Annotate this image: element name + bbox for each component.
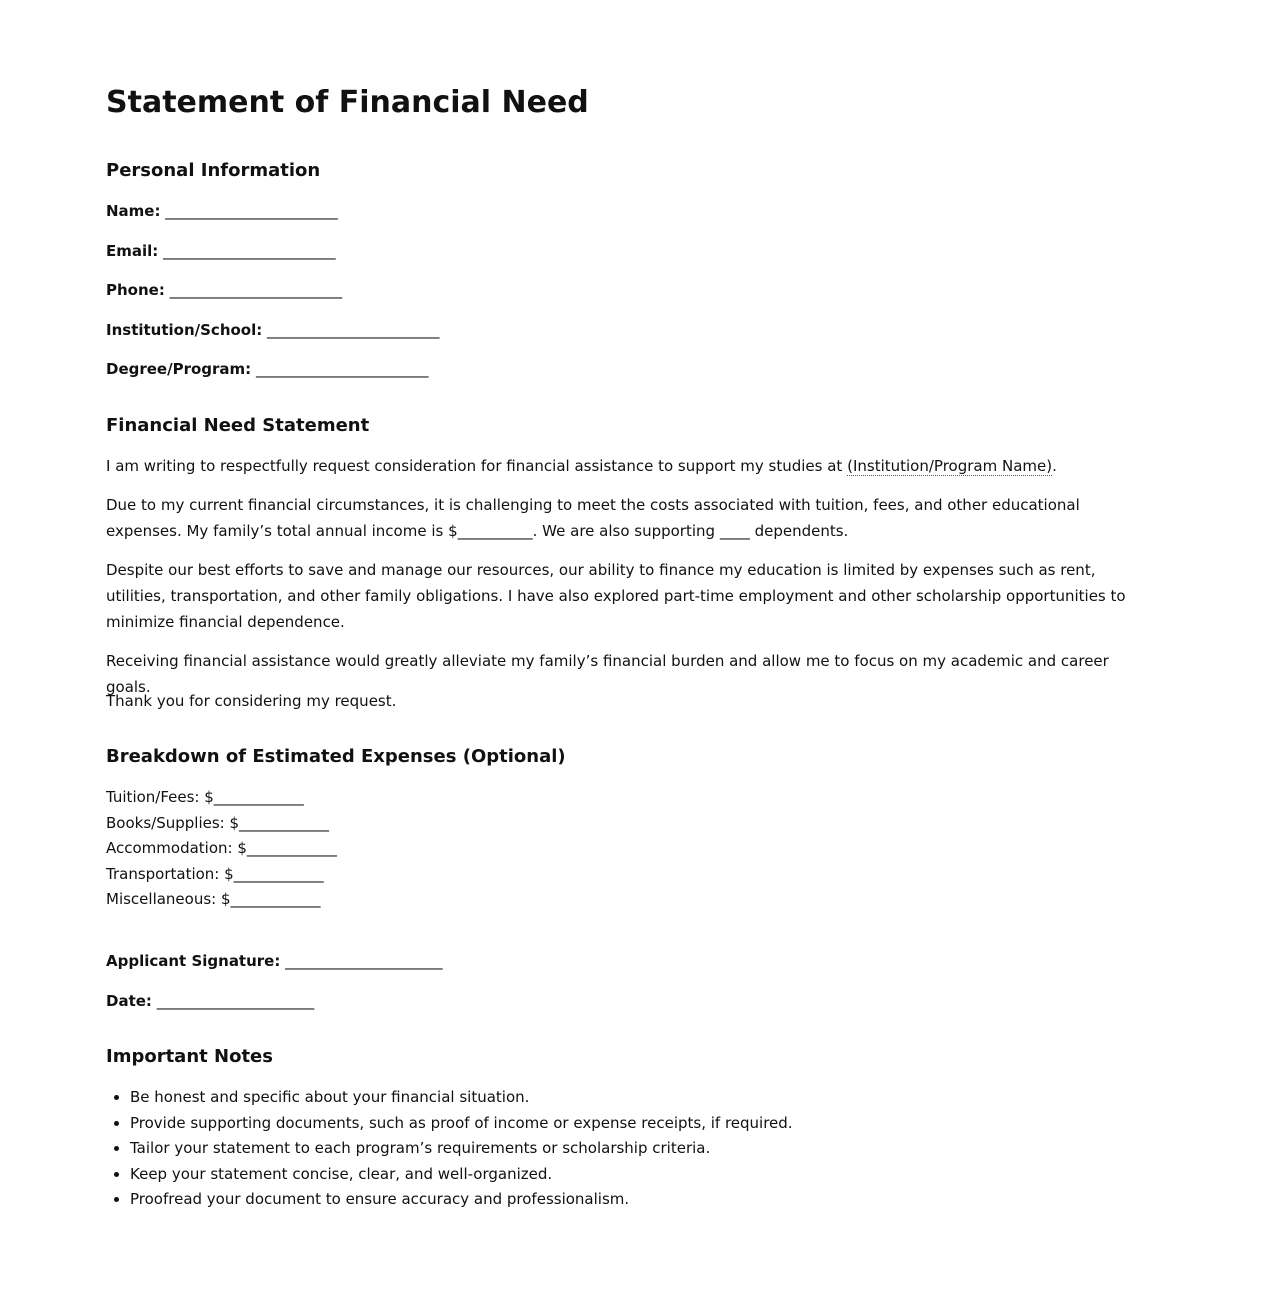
date-label: Date: (106, 992, 152, 1010)
expense-item-tuition: Tuition/Fees: $____________ (106, 788, 304, 806)
degree-label: Degree/Program: (106, 360, 252, 378)
note-item: • Tailor your statement to each program’s requirements or scholarship criteria. (130, 1136, 793, 1162)
notes-list (106, 1085, 793, 1213)
date-blank: _____________________ (156, 992, 315, 1010)
p1-end: . (1052, 457, 1057, 475)
expense-item-accommodation: Accommodation: $____________ (106, 839, 337, 857)
statement-paragraph-4: Receiving financial assistance would greatly alleviate my family’s financial burden and allow me to focus on my academic and career goals. (106, 652, 1109, 696)
statement-paragraph-5: Thank you for considering my request. (106, 692, 397, 710)
expense-list (106, 785, 337, 913)
degree-blank: _______________________ (255, 360, 429, 378)
document-title: Statement of Financial Need (106, 85, 589, 120)
statement-paragraph-1 (106, 453, 1146, 479)
email-label: Email: (106, 242, 159, 260)
institution-label: Institution/School: (106, 321, 263, 339)
expense-item-miscellaneous: Miscellaneous: $____________ (106, 890, 321, 908)
expenses-heading: Breakdown of Estimated Expenses (Optional) (106, 746, 566, 767)
email-field (106, 241, 336, 261)
expense-item-books: Books/Supplies: $____________ (106, 813, 330, 832)
institution-field (106, 320, 440, 340)
date-field (106, 991, 314, 1011)
name-field (106, 201, 338, 221)
personal-info-heading: Personal Information (106, 160, 321, 181)
note-item: • Proofread your document to ensure accuracy and professionalism. (130, 1187, 793, 1213)
email-blank: _______________________ (163, 242, 336, 260)
phone-blank: _______________________ (169, 281, 343, 299)
signature-blank: _____________________ (285, 952, 443, 970)
statement-paragraph-3: Despite our best efforts to save and manage our resources, our ability to finance my education is limited by expenses such as rent, utilities, transportation, and other family obligations. I have also explored part-time employment and other scholarship opportunities to minimize financial dependence. (106, 561, 1126, 631)
note-item: • Be honest and specific about your financial situation. (130, 1085, 793, 1111)
name-blank: _______________________ (165, 202, 338, 220)
degree-field (106, 359, 428, 379)
p1-text: I am writing to respectfully request consideration for financial assistance to support my studies at (106, 457, 848, 475)
institution-program-placeholder: (Institution/Program Name) (847, 457, 1053, 475)
phone-field (106, 280, 342, 300)
phone-label: Phone: (106, 281, 165, 299)
name-label: Name: (106, 202, 161, 220)
notes-heading: Important Notes (106, 1046, 273, 1067)
financial-statement-heading: Financial Need Statement (106, 415, 370, 436)
expense-item-transportation: Transportation: $____________ (106, 864, 324, 883)
signature-field (106, 951, 443, 971)
note-item: • Keep your statement concise, clear, and well-organized. (130, 1162, 793, 1188)
note-item: • Provide supporting documents, such as proof of income or expense receipts, if required. (130, 1111, 793, 1137)
statement-paragraph-2: Due to my current financial circumstances, it is challenging to meet the costs associated with tuition, fees, and other educational expenses. My family’s total annual income is $__________. We are also supporting ____ dependents. (106, 496, 1080, 540)
institution-blank: _______________________ (267, 321, 440, 339)
signature-label: Applicant Signature: (106, 952, 281, 970)
